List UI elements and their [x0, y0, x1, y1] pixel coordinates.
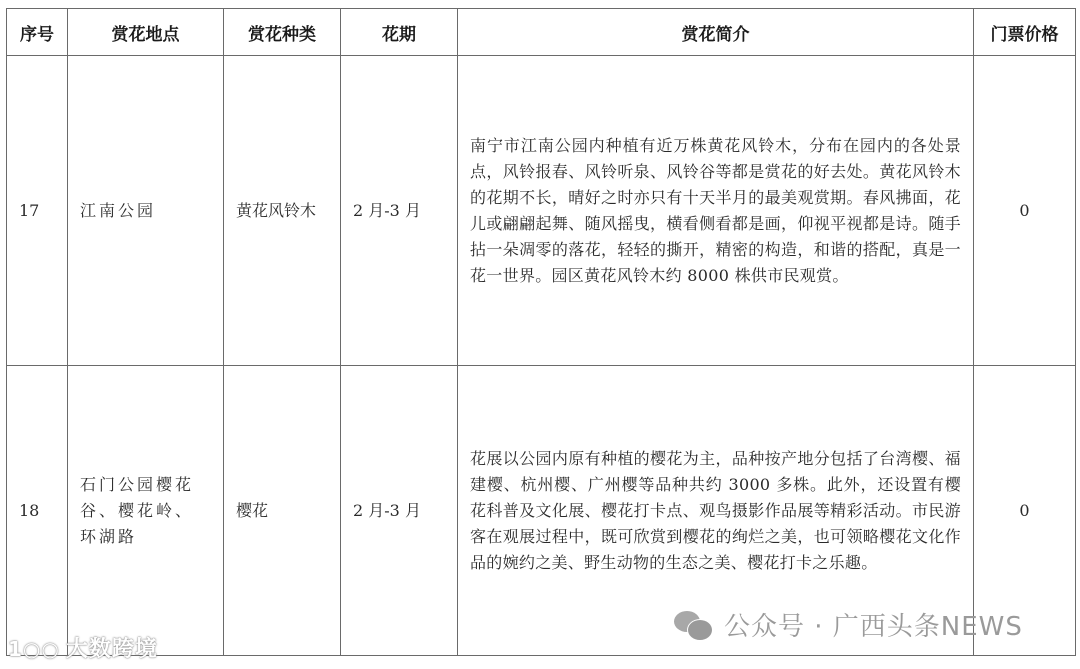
- header-species: 赏花种类: [224, 9, 341, 56]
- cell-species: 樱花: [224, 366, 341, 656]
- header-price: 门票价格: [974, 9, 1076, 56]
- cell-species: 黄花风铃木: [224, 56, 341, 366]
- cell-location: 石门公园樱花谷、樱花岭、环湖路: [68, 366, 224, 656]
- cell-location: 江南公园: [68, 56, 224, 366]
- watermark-right-text: 公众号 · 广西头条NEWS: [724, 612, 1023, 642]
- cell-intro: 花展以公园内原有种植的樱花为主，品种按产地分包括了台湾樱、福建樱、杭州樱、广州樱等品种共约 3000 多株。此外，还设置有樱花科普及文化展、樱花打卡点、观鸟摄影作品展等精彩活动。市民游客在观展过程中，既可欣赏到樱花的绚烂之美，也可领略樱花文化作品的婉约之美、野生动物的生态之美、樱花打卡之乐趣。: [458, 366, 974, 656]
- cell-period: 2 月-3 月: [341, 366, 458, 656]
- header-intro: 赏花简介: [458, 9, 974, 56]
- header-period: 花期: [341, 9, 458, 56]
- cell-no: 17: [7, 56, 68, 366]
- flower-viewing-table: [6, 8, 1076, 656]
- table-header-row: [7, 9, 1076, 56]
- watermark-dashu: [8, 632, 158, 663]
- header-no: 序号: [7, 9, 68, 56]
- watermark-left-text: 大数跨境: [65, 637, 158, 662]
- cell-no: 18: [7, 366, 68, 656]
- cell-intro: 南宁市江南公园内种植有近万株黄花风铃木，分布在园内的各处景点，风铃报春、风铃听泉、风铃谷等都是赏花的好去处。黄花风铃木的花期不长，晴好之时亦只有十天半月的最美观赏期。春风拂面，花儿或翩翩起舞、随风摇曳，横看侧看都是画，仰视平视都是诗。随手拈一朵凋零的落花，轻轻的撕开，精密的构造，和谐的搭配，真是一花一世界。园区黄花风铃木约 8000 株供市民观赏。: [458, 56, 974, 366]
- cell-price: 0: [974, 56, 1076, 366]
- cell-price: 0: [974, 366, 1076, 656]
- cell-period: 2 月-3 月: [341, 56, 458, 366]
- dashu-logo-icon: 1○○: [8, 637, 60, 661]
- table-row: [7, 56, 1076, 366]
- header-location: 赏花地点: [68, 9, 224, 56]
- watermark-wechat: [674, 606, 1023, 643]
- wechat-icon: [674, 609, 714, 641]
